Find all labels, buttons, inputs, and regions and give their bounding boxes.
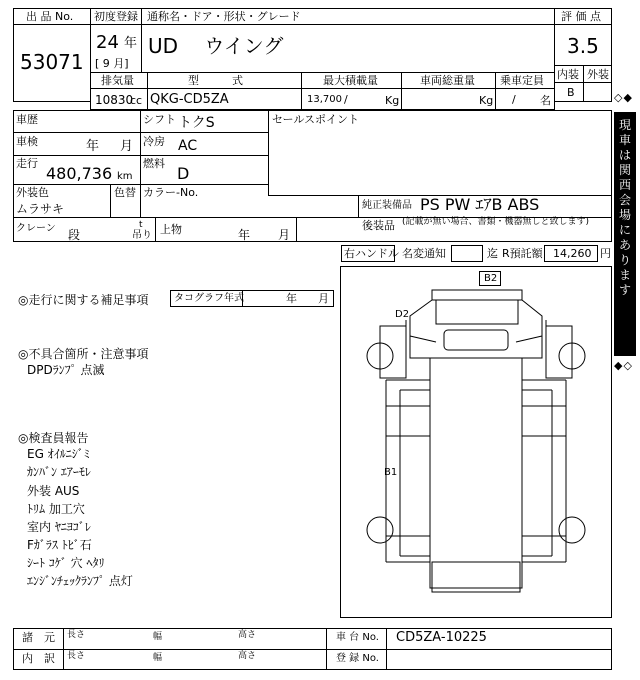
odometer-label: 迄 — [487, 247, 498, 260]
max-load-label: 最大積載量 — [323, 74, 378, 87]
history-label: 車歴 — [16, 113, 38, 126]
inspector-line: ｼｰﾄ ｺｹﾞ 穴 ﾍﾀﾘ — [27, 556, 105, 570]
gross-weight-unit: Kg — [479, 94, 494, 107]
inspector-title: ◎検査員報告 — [18, 431, 89, 445]
mileage-value: 480,736 — [46, 164, 113, 183]
displacement-label: 排気量 — [101, 74, 134, 87]
mileage-label: 走行 — [16, 157, 38, 170]
exterior-label: 外装 — [587, 68, 609, 81]
crane-ton: t — [139, 220, 143, 230]
location-banner — [614, 112, 636, 356]
defect-line: DPDﾗﾝﾌﾟ 点滅 — [27, 363, 105, 377]
color-no-label: カラー-No. — [143, 186, 199, 199]
interior-label: 内装 — [557, 68, 579, 81]
first-reg-year: 24 — [96, 32, 119, 53]
displacement-unit: cc — [130, 94, 143, 107]
name-change-label: 名変通知 — [402, 247, 446, 260]
aftermarket-note: (記載が無い場合、書類・機器無しと致します) — [402, 217, 590, 227]
crane-label: クレーン — [16, 223, 56, 234]
model-label: 型 式 — [188, 74, 243, 87]
ext-color-label: 外装色 — [16, 186, 49, 199]
fuel-label: 燃料 — [143, 157, 165, 170]
aircon-value: AC — [178, 138, 198, 154]
dims-label: 諸 元 — [22, 631, 55, 644]
defects-title: ◎不具合箇所・注意事項 — [18, 347, 149, 361]
banner-char: は — [618, 148, 631, 162]
ext-color-value: ムラサキ — [16, 202, 65, 216]
max-load-slash: / — [344, 93, 348, 106]
inspector-line: 外装 AUS — [27, 484, 80, 498]
loading-label: 上物 — [160, 223, 182, 236]
displacement-value: 10830 — [95, 93, 134, 107]
sales-point-label: セールスポイント — [272, 113, 360, 126]
chassis-value: CD5ZA-10225 — [396, 630, 487, 645]
rating-label: 評 価 点 — [561, 10, 601, 23]
crane-stage: 段 — [68, 228, 81, 242]
inspector-line: ｴﾝｼﾞﾝﾁｪｯｸﾗﾝﾌﾟ 点灯 — [27, 574, 133, 588]
banner-char: 関 — [618, 163, 631, 177]
mileage-unit: km — [117, 171, 133, 182]
rating-value: 3.5 — [567, 34, 599, 58]
truck-diagram — [340, 266, 612, 618]
first-reg-label: 初度登録 — [94, 10, 138, 23]
color-code-label: 色替 — [114, 186, 136, 199]
sidebar-bottom-glyphs: ◆◇ — [614, 359, 633, 372]
banner-char: ま — [618, 268, 631, 282]
banner-char: す — [618, 283, 631, 297]
inspector-line: ｶﾝﾊﾞﾝ ｴｱｰﾓﾚ — [27, 465, 91, 479]
height-label: 高さ — [238, 630, 257, 640]
capacity-slash: / — [512, 93, 516, 106]
capacity-unit: 名 — [540, 94, 551, 107]
height-label: 高さ — [238, 651, 257, 661]
marker-b1: B1 — [384, 467, 398, 478]
driving-notes-title: ◎走行に関する補足事項 — [18, 293, 149, 307]
shift-label: シフト — [143, 113, 176, 126]
chassis-label: 車 台 No. — [336, 632, 379, 643]
reg-label: 登 録 No. — [336, 653, 379, 664]
banner-char: 西 — [618, 178, 631, 192]
inspection-year-unit: 年 — [86, 139, 100, 154]
r-predicted-value: 14,260 — [553, 247, 592, 260]
genuine-label: 純正装備品 — [362, 200, 412, 211]
first-reg-year-unit: 年 — [124, 36, 138, 51]
sidebar-top-glyphs: ◇◆ — [614, 91, 633, 104]
tachograph-month-unit: 月 — [318, 292, 329, 305]
fuel-value: D — [177, 164, 190, 183]
vehicle-name: UD ウイング — [148, 34, 284, 58]
inspection-month-unit: 月 — [120, 139, 134, 154]
banner-char: り — [618, 253, 631, 267]
inspector-line: 室内 ﾔﾆﾖｺﾞﾚ — [27, 520, 91, 534]
contents-label: 内 訳 — [22, 652, 55, 665]
right-hand-label: 右ハンドル — [344, 247, 399, 260]
banner-char: に — [618, 223, 631, 237]
max-load-unit: Kg — [385, 94, 400, 107]
length-label: 長さ — [67, 630, 86, 640]
loading-year-unit: 年 — [238, 228, 251, 242]
banner-char: 現 — [618, 118, 631, 132]
loading-month-unit: 月 — [278, 228, 291, 242]
tachograph-year-unit: 年 — [286, 292, 297, 305]
capacity-label: 乗車定員 — [500, 74, 544, 87]
banner-char: 場 — [618, 208, 631, 222]
banner-char: 会 — [618, 193, 631, 207]
inspector-line: Fｶﾞﾗｽ ﾄﾋﾞ石 — [27, 538, 92, 552]
first-reg-month: [ 9 月] — [95, 57, 129, 70]
model-value: QKG-CD5ZA — [150, 92, 229, 107]
width-label: 幅 — [153, 632, 163, 642]
gross-weight-label: 車両総重量 — [420, 74, 475, 87]
inspection-label: 車検 — [16, 135, 38, 148]
length-label: 長さ — [67, 651, 86, 661]
vehicle-name-label: 通称名・ドア・形状・グレード — [147, 10, 301, 23]
inspector-line: EG ｵｲﾙﾆｼﾞﾐ — [27, 447, 90, 461]
lot-label: 出 品 No. — [26, 10, 74, 23]
max-load-value: 13,700 — [307, 94, 342, 105]
crane-lift: 吊り — [132, 230, 152, 241]
aircon-label: 冷房 — [143, 135, 165, 148]
tachograph-label: タコグラフ年式 — [174, 293, 244, 304]
inspector-line: ﾄﾘﾑ 加工穴 — [27, 502, 85, 516]
aftermarket-label: 後装品 — [362, 219, 395, 232]
banner-char: あ — [618, 238, 631, 252]
r-predicted-unit: 円 — [600, 247, 611, 260]
genuine-value: PS PW ｴｱB ABS — [420, 195, 540, 214]
name-change-box — [451, 245, 483, 262]
lot-number: 53071 — [20, 50, 84, 74]
location-banner-text — [614, 118, 636, 298]
interior-value: B — [567, 86, 575, 99]
marker-b2: B2 — [484, 273, 498, 284]
banner-char: 車 — [618, 133, 631, 147]
width-label: 幅 — [153, 653, 163, 663]
shift-value: トクS — [178, 115, 215, 131]
marker-d2: D2 — [395, 309, 410, 320]
r-predicted-label: R預託額 — [502, 247, 543, 260]
